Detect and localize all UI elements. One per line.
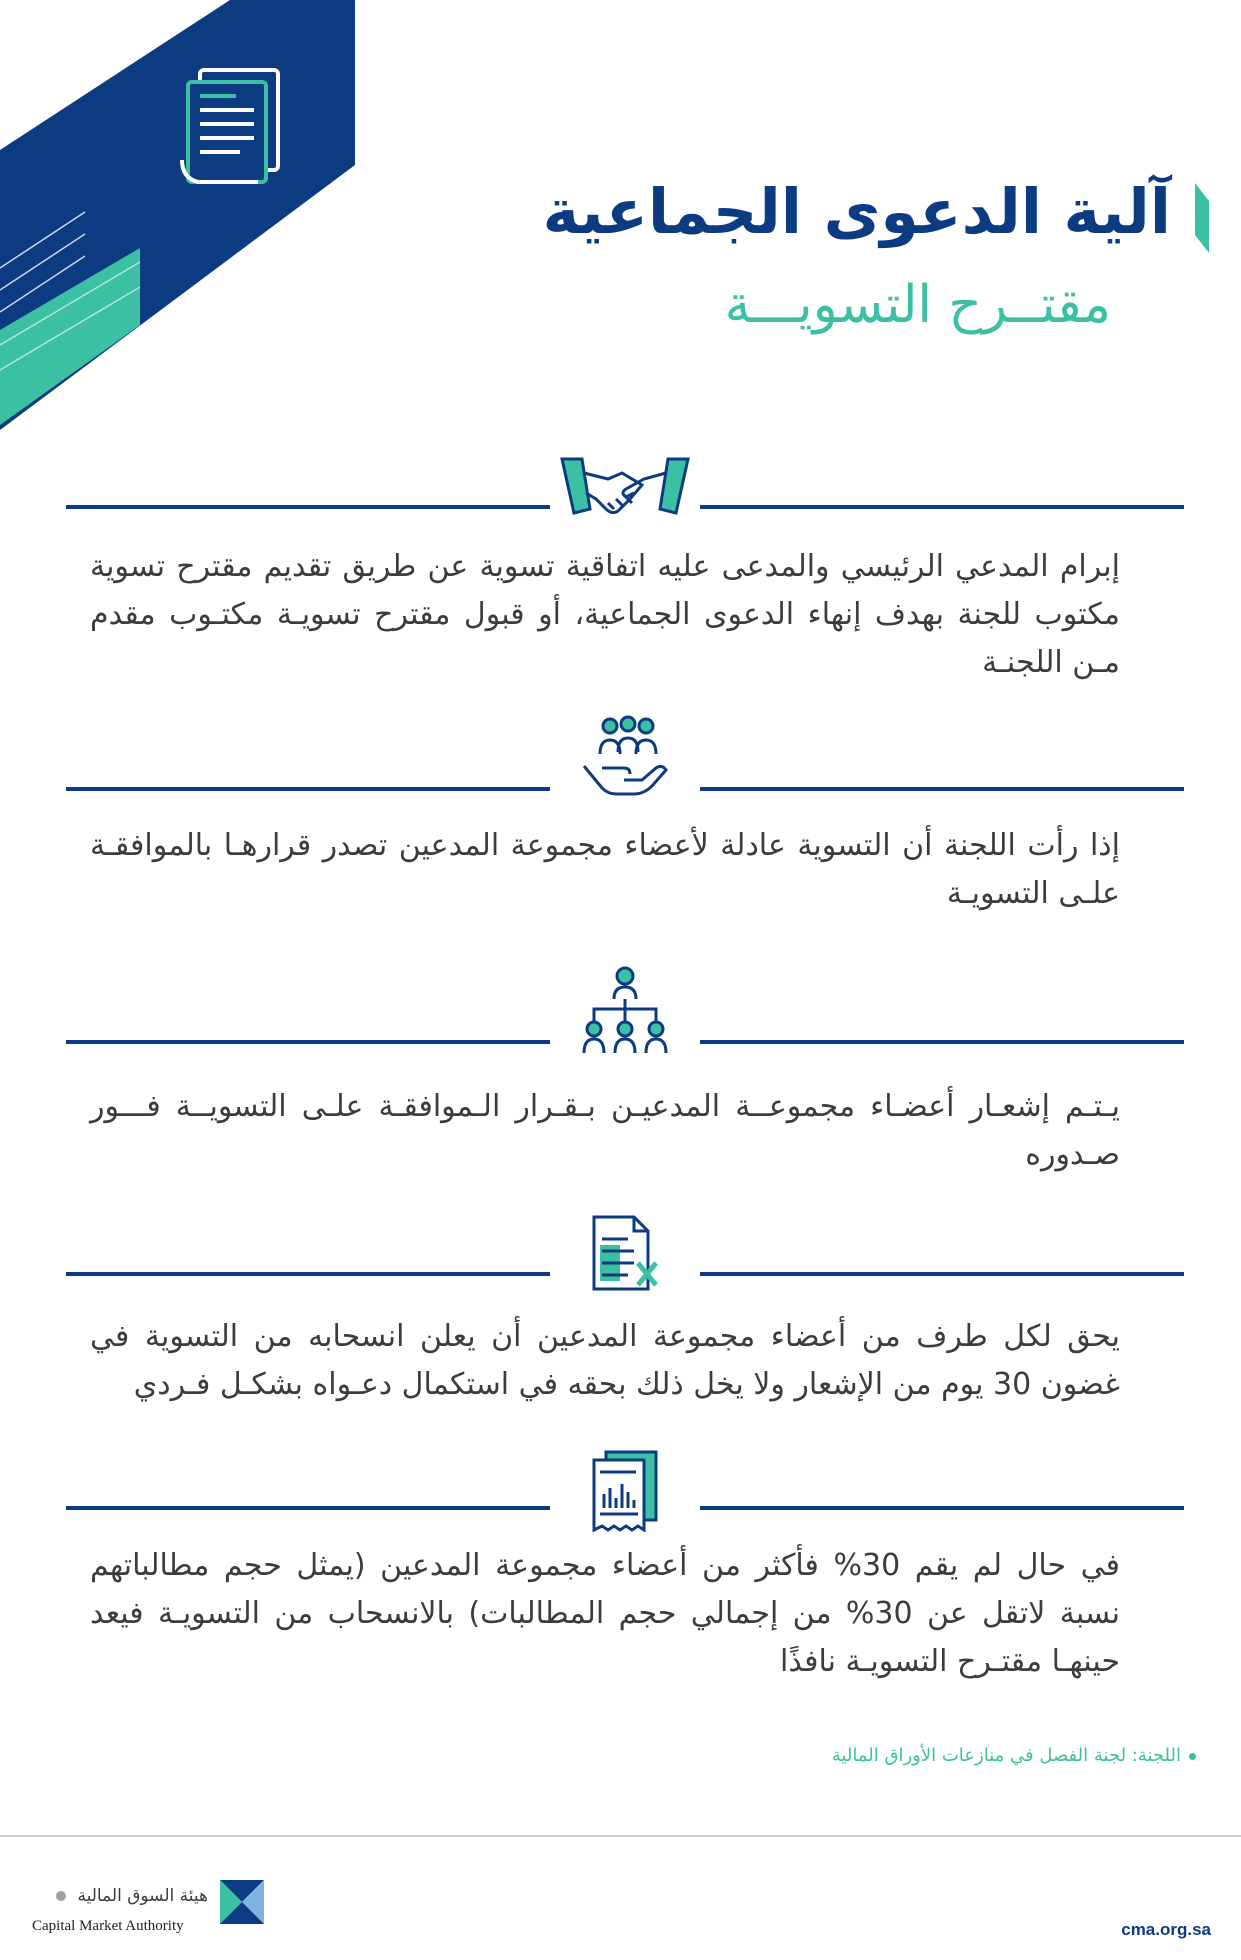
website-link[interactable]: cma.org.sa xyxy=(1121,1920,1211,1939)
org-name-ar: هيئة السوق المالية xyxy=(48,1886,208,1906)
cma-logo xyxy=(220,1880,264,1924)
divider-right xyxy=(700,1272,1184,1276)
logo-dot-icon xyxy=(56,1891,66,1901)
hierarchy-icon xyxy=(560,965,690,1064)
report-chart-icon xyxy=(560,1450,690,1536)
footnote-text: اللجنة: لجنة الفصل في منازعات الأوراق المالية xyxy=(831,1745,1181,1766)
title-accent-bar xyxy=(1195,183,1215,253)
divider-left xyxy=(66,1040,550,1044)
corner-banner xyxy=(0,0,360,430)
divider-right xyxy=(700,1506,1184,1510)
document-cancel-icon xyxy=(560,1215,690,1297)
footer-divider xyxy=(0,1835,1241,1837)
bullet-icon xyxy=(1189,1753,1196,1760)
section-text: في حال لم يقم 30% فأكثر من أعضاء مجموعة المدعين (يمثل حجم مطالباتهم نسبة لاتقل عن 30% من إجمالي حجم المطالبات) بالانسحاب من التسويـة فيعد حينهـا مقتـرح التسويـة نافذًا xyxy=(90,1548,1120,1679)
divider-left xyxy=(66,787,550,791)
section-text: إبرام المدعي الرئيسي والمدعى عليه اتفاقية تسوية عن طريق تقديم مقترح تسوية مكتوب للجنة بهدف إنهاء الدعوى الجماعية، أو قبول مقترح تسويـة مكتـوب مقدم مـن اللجنـة xyxy=(90,549,1120,680)
divider-left xyxy=(66,1506,550,1510)
title-block xyxy=(543,175,1171,248)
page-title: آلية الدعوى الجماعية xyxy=(542,175,1171,248)
page-subtitle: مقتــرح التسويـــة xyxy=(724,275,1111,335)
divider-right xyxy=(700,1040,1184,1044)
section-text: إذا رأت اللجنة أن التسوية عادلة لأعضاء مجموعة المدعين تصدر قرارهـا بالموافقـة علـى التسويـة xyxy=(90,828,1120,911)
divider-left xyxy=(66,505,550,509)
section-text: يـتـم إشعـار أعضـاء مجموعــة المدعيـن بـقـرار الـموافقـة علـى التسويــة فـــور صـدوره xyxy=(90,1089,1120,1172)
handshake-icon xyxy=(560,455,690,529)
org-name-en: Capital Market Authority xyxy=(32,1918,184,1934)
divider-left xyxy=(66,1272,550,1276)
footnote xyxy=(832,1745,1196,1766)
group-in-hand-icon xyxy=(560,712,690,806)
section-text: يحق لكل طرف من أعضاء مجموعة المدعين أن يعلن انسحابه من التسوية في غضون 30 يوم من الإشعار ولا يخل ذلك بحقه في استكمال دعـواه بشكـل فـردي xyxy=(90,1319,1120,1402)
divider-right xyxy=(700,787,1184,791)
document-icon xyxy=(182,70,278,182)
divider-right xyxy=(700,505,1184,509)
